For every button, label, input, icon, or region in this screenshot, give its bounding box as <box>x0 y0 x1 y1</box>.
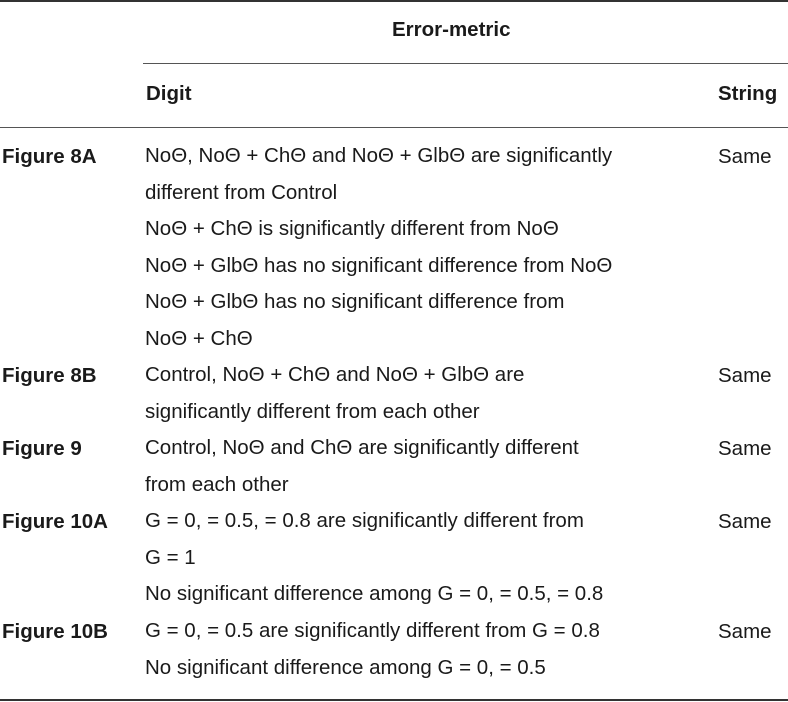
figure-label: Figure 10B <box>2 620 108 643</box>
figure-label: Figure 8B <box>2 364 97 387</box>
digit-cell <box>145 430 705 503</box>
digit-line: different from Control <box>145 180 338 204</box>
digit-line: G = 1 <box>145 545 196 569</box>
string-cell: Same <box>718 620 772 643</box>
digit-cell <box>145 503 705 613</box>
figure-label: Figure 10A <box>2 510 108 533</box>
figure-label: Figure 9 <box>2 437 82 460</box>
digit-line: NoΘ + ChΘ <box>145 326 253 350</box>
string-cell: Same <box>718 364 772 387</box>
column-header-string: String <box>718 82 778 105</box>
digit-line: NoΘ, NoΘ + ChΘ and NoΘ + GlbΘ are significantly <box>145 144 613 167</box>
header-bottom-rule <box>0 127 788 128</box>
string-cell: Same <box>718 437 772 460</box>
digit-line: NoΘ + ChΘ is significantly different from NoΘ <box>145 217 559 240</box>
digit-cell <box>145 138 705 357</box>
header-group-label: Error-metric <box>392 18 511 41</box>
digit-line: No significant difference among G = 0, = 0.5, = 0.8 <box>145 582 604 605</box>
table-bottom-rule <box>0 699 788 701</box>
digit-line: from each other <box>145 472 289 496</box>
digit-line: G = 0, = 0.5 are significantly different from G = 0.8 <box>145 619 600 642</box>
column-header-digit: Digit <box>146 82 192 105</box>
digit-line: significantly different from each other <box>145 399 480 423</box>
digit-cell <box>145 613 705 686</box>
digit-line: NoΘ + GlbΘ has no significant difference from NoΘ <box>145 253 613 277</box>
digit-line: Control, NoΘ + ChΘ and NoΘ + GlbΘ are <box>145 363 525 386</box>
string-cell: Same <box>718 510 772 533</box>
header-group-rule <box>143 63 788 64</box>
digit-line: No significant difference among G = 0, = 0.5 <box>145 655 546 679</box>
table-top-rule <box>0 0 788 2</box>
digit-line: G = 0, = 0.5, = 0.8 are significantly different from <box>145 509 584 532</box>
digit-line: NoΘ + GlbΘ has no significant difference from <box>145 290 565 313</box>
digit-line: Control, NoΘ and ChΘ are significantly different <box>145 436 579 459</box>
digit-cell <box>145 357 705 430</box>
string-cell: Same <box>718 145 772 168</box>
figure-label: Figure 8A <box>2 145 97 168</box>
